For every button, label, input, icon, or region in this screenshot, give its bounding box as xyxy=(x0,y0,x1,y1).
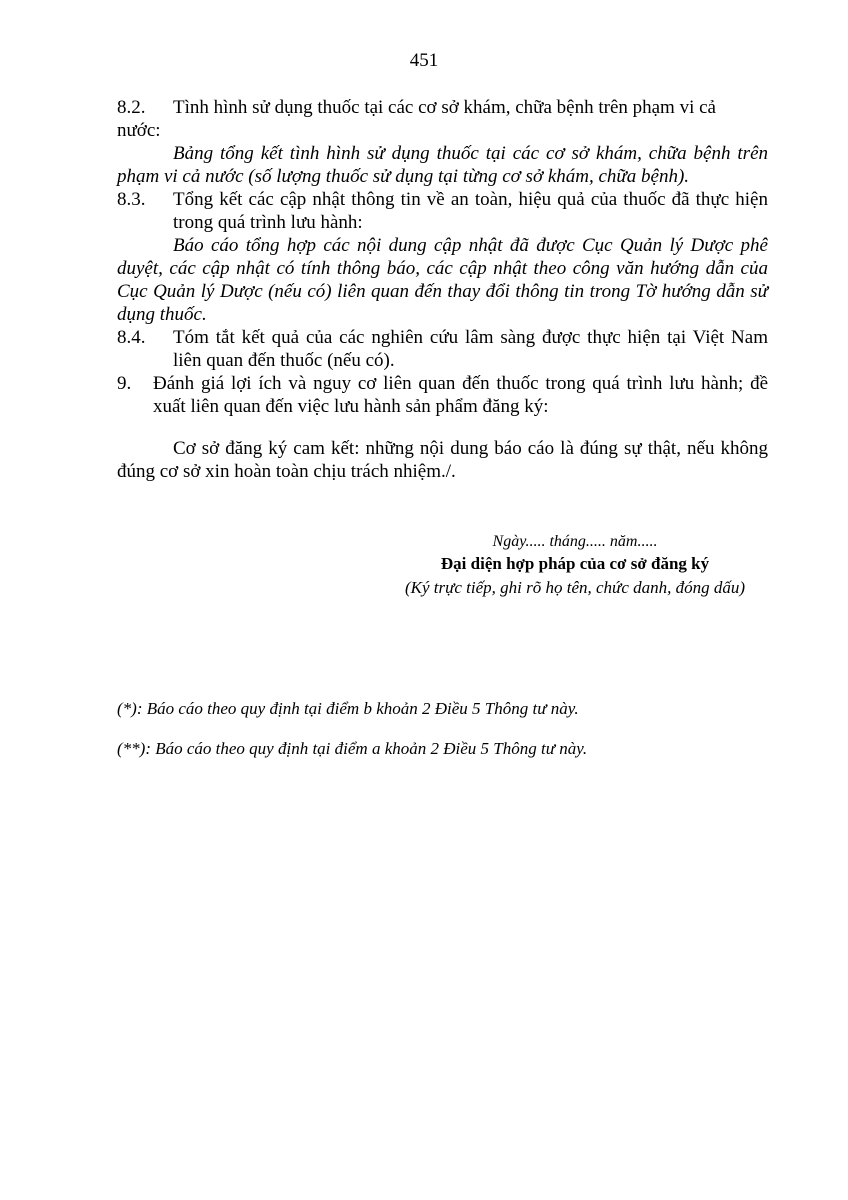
section-8-4-heading xyxy=(117,326,768,372)
section-9-heading xyxy=(117,372,768,418)
section-8-3-text: Tổng kết các cập nhật thông tin về an toàn, hiệu quả của thuốc đã thực hiện trong quá trình lưu hành: xyxy=(173,189,768,233)
section-8-4 xyxy=(117,326,768,372)
section-number: 8.3. xyxy=(117,189,146,210)
section-8-2-line1: Tình hình sử dụng thuốc tại các cơ sở khám, chữa bệnh trên phạm vi cả xyxy=(173,97,716,118)
section-8-3 xyxy=(117,188,768,326)
section-number: 8.4. xyxy=(117,327,146,348)
section-9 xyxy=(117,372,768,418)
footnote-2: (**): Báo cáo theo quy định tại điểm a khoản 2 Điều 5 Thông tư này. xyxy=(117,739,588,758)
signature-title: Đại diện hợp pháp của cơ sở đăng ký xyxy=(440,554,710,573)
section-8-2-detail: Bảng tổng kết tình hình sử dụng thuốc tại các cơ sở khám, chữa bệnh trên phạm vi cả nước (số lượng thuốc sử dụng tại từng cơ sở khám, chữa bệnh). xyxy=(117,143,768,187)
section-number: 8.2. xyxy=(117,97,146,118)
commitment-paragraph: Cơ sở đăng ký cam kết: những nội dung báo cáo là đúng sự thật, nếu không đúng cơ sở xin hoàn toàn chịu trách nhiệm./. xyxy=(117,438,768,482)
section-8-3-heading xyxy=(117,188,768,234)
section-number: 9. xyxy=(117,373,132,394)
signature-date-line: Ngày..... tháng..... năm..... xyxy=(492,533,658,550)
section-8-2 xyxy=(117,96,768,188)
section-8-4-text: Tóm tắt kết quả của các nghiên cứu lâm sàng được thực hiện tại Việt Nam liên quan đến thuốc (nếu có). xyxy=(173,327,768,371)
footnote-1: (*): Báo cáo theo quy định tại điểm b khoản 2 Điều 5 Thông tư này. xyxy=(117,699,579,718)
section-8-2-heading xyxy=(117,96,768,119)
section-8-2-line2: nước: xyxy=(117,120,161,141)
section-9-text xyxy=(117,372,768,418)
page-number: 451 xyxy=(409,50,439,71)
section-9-text-content: Đánh giá lợi ích và nguy cơ liên quan đến thuốc trong quá trình lưu hành; đề xuất liên quan đến việc lưu hành sản phẩm đăng ký: xyxy=(153,373,768,417)
section-8-3-detail: Báo cáo tổng hợp các nội dung cập nhật đã được Cục Quản lý Dược phê duyệt, các cập nhật có tính thông báo, các cập nhật theo công văn hướng dẫn của Cục Quản lý Dược (nếu có) liên quan đến thay đổi thông tin trong Tờ hướng dẫn sử dụng thuốc. xyxy=(117,235,768,325)
signature-note: (Ký trực tiếp, ghi rõ họ tên, chức danh, đóng dấu) xyxy=(404,578,746,597)
